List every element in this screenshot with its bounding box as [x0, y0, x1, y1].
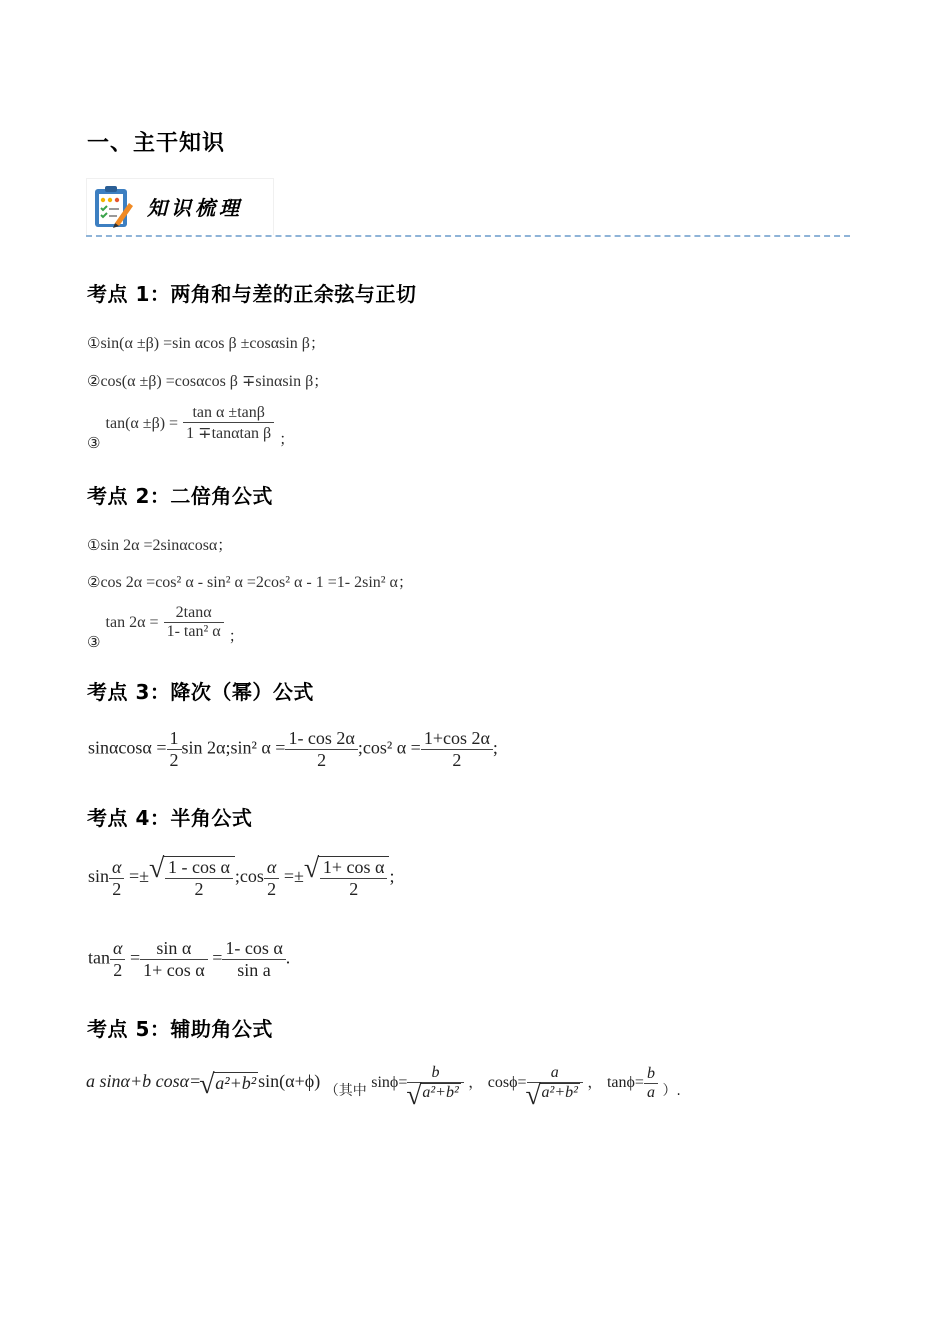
fraction: $\frac{\alpha}{2}$: [110, 938, 125, 981]
section-divider: [86, 235, 850, 237]
formula-2-2: ②cos 2α =cos² α - sin² α =2cos² α - 1 =1- 2sin² α；: [87, 573, 413, 591]
formula-2-1: ①sin 2α =2sinαcosα；: [87, 536, 233, 554]
formula-1-1: ①sin(α ±β) =sin αcos β ±cosαsin β；: [87, 334, 325, 352]
fraction: $\frac{b}{a}$: [644, 1065, 658, 1102]
circle-marker: ①: [87, 334, 101, 352]
fraction: b √ a²+b²: [407, 1064, 463, 1102]
square-root: √ $\frac{\text{1 - cos α}}{2}$: [163, 856, 235, 900]
section-title-4: 考点 4：半角公式: [87, 806, 253, 830]
formula-5: a sinα+b cosα=√ a²+b² sin(α+ϕ) $_{(其中}$ sinϕ= b √ a²+b² ， cosϕ= a √ a²+b² ， tanϕ= $\frac{b}{a}$ $_{).}$: [86, 1064, 681, 1102]
fraction: $\frac{\alpha}{2}$: [264, 857, 279, 900]
circle-marker: ②: [87, 372, 101, 390]
section-title-5: 考点 5：辅助角公式: [87, 1017, 273, 1041]
knowledge-banner: [86, 178, 274, 235]
formula-4-2: tan $\frac{\alpha}{2}$ = $\frac{\text{sin α}}{\text{1+ cos α}}$ = $\frac{\text{1- cos α}}{\text{sin a}}$ .: [88, 938, 291, 980]
formula-1-2: ②cos(α ±β) =cosαcos β ∓sinαsin β；: [87, 372, 329, 390]
fraction: $\frac{\text{1- cos α}}{\text{sin a}}$: [222, 938, 285, 981]
page-heading: 一、主干知识: [87, 131, 226, 156]
fraction: $\frac{\alpha}{2}$: [109, 857, 124, 900]
fraction: $\frac{\text{sin α}}{\text{1+ cos α}}$: [140, 938, 208, 981]
checklist-pencil-icon: [91, 183, 135, 229]
square-root: √ $\frac{\text{1+ cos α}}{2}$: [318, 856, 390, 900]
section-title-3: 考点 3：降次（幂）公式: [87, 680, 314, 704]
formula-1-3: ③ tan(α ±β) = $\frac{\text{tan α ±tanβ}}{\text{1 ∓tanαtan β}}$ ；: [87, 404, 295, 452]
formula-4-1: sin $\frac{\alpha}{2}$ =± √ $\frac{\text{1 - cos α}}{2}$ ;cos $\frac{\alpha}{2}$ =± √ $\frac{\text{1+ cos α}}{2}$ ;: [88, 856, 395, 900]
section-title-1: 考点 1：两角和与差的正余弦与正切: [87, 282, 417, 306]
fraction: $\frac{1+\cos 2\alpha}{2}$: [421, 728, 493, 771]
formula-2-3: ③ tan 2α = $\frac{2\tan\alpha}{\text{1- tan² α}}$ ；: [87, 604, 244, 651]
fraction: $\frac{1}{2}$: [167, 728, 182, 771]
fraction: a √ a²+b²: [527, 1064, 583, 1102]
square-root: √ a²+b²: [213, 1072, 258, 1094]
fraction: $\frac{\text{tan α ±tanβ}}{\text{1 ∓tanαtan β}}$: [183, 404, 274, 443]
section-title-2: 考点 2：二倍角公式: [87, 484, 273, 508]
fraction: $\frac{2\tan\alpha}{\text{1- tan² α}}$: [164, 604, 224, 641]
formula-3: sinαcosα = $\frac{1}{2}$ sin 2α;sin² α = $\frac{1- \cos 2\alpha}{2}$ ;cos² α = $\frac{1+\cos 2\alpha}{2}$ ;: [88, 728, 498, 770]
banner-label: 知识梳理: [147, 196, 243, 220]
fraction: $\frac{1- \cos 2\alpha}{2}$: [285, 728, 357, 771]
